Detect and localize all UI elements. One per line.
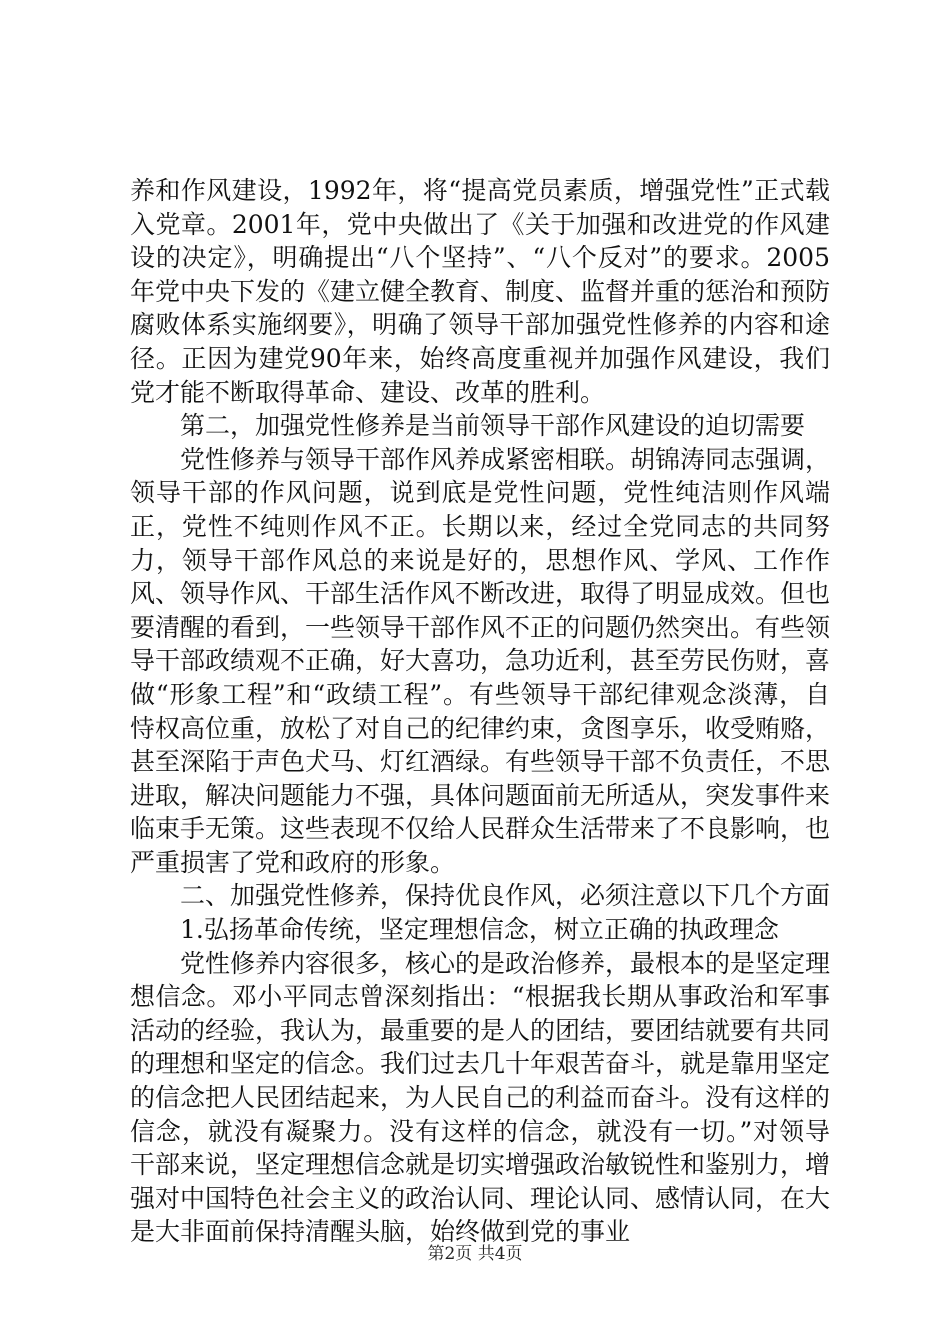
paragraph-continuation: 养和作风建设，1992年，将“提高党员素质，增强党性”正式载入党章。2001年，党中央做出了《关于加强和改进党的作风建设的决定》，明确提出“八个坚持”、“八个反对”的要求。2005年党中央下发的《建立健全教育、制度、监督并重的惩治和预防腐败体系实施纲要》，明确了领导干部加强党性修养的内容和途径。正因为建党90年来，始终高度重视并加强作风建设，我们党才能不断取得革命、建设、改革的胜利。 bbox=[130, 176, 831, 407]
paragraph-party-spirit-and-work-style: 党性修养与领导干部作风养成紧密相联。胡锦涛同志强调，领导干部的作风问题，说到底是党性问题，党性纯洁则作风端正，党性不纯则作风不正。长期以来，经过全党同志的共同努力，领导干部作风总的来说是好的，思想作风、学风、工作作风、领导作风、干部生活作风不断改进，取得了明显成效。但也要清醒的看到，一些领导干部作风不正的问题仍然突出。有些领导干部政绩观不正确，好大喜功，急功近利，甚至劳民伤财，喜做“形象工程”和“政绩工程”。有些领导干部纪律观念淡薄，自恃权高位重，放松了对自己的纪律约束，贪图享乐，收受贿赂，甚至深陷于声色犬马、灯红酒绿。有些领导干部不负责任，不思进取，解决问题能力不强，具体问题面前无所适从，突发事件来临束手无策。这些表现不仅给人民群众生活带来了不良影响，也严重损害了党和政府的形象。 bbox=[130, 444, 831, 877]
subsection-heading-1: 1.弘扬革命传统，坚定理想信念，树立正确的执政理念 bbox=[180, 915, 779, 945]
section-heading-part-two: 二、加强党性修养，保持优良作风，必须注意以下几个方面 bbox=[180, 881, 831, 911]
section-heading-second-point: 第二，加强党性修养是当前领导干部作风建设的迫切需要 bbox=[180, 411, 806, 441]
page-number-footer: 第2页 共4页 bbox=[427, 1244, 523, 1264]
paragraph-ideals-and-beliefs: 党性修养内容很多，核心的是政治修养，最根本的是坚定理想信念。邓小平同志曾深刻指出：“根据我长期从事政治和军事活动的经验，我认为，最重要的是人的团结，要团结就要有共同的理想和坚定的信念。我们过去几十年艰苦奋斗，就是靠用坚定的信念把人民团结起来，为人民自己的利益而奋斗。没有这样的信念，就没有凝聚力。没有这样的信念，就没有一切。”对领导干部来说，坚定理想信念就是切实增强政治敏锐性和鉴别力，增强对中国特色社会主义的政治认同、理论认同、感情认同，在大是大非面前保持清醒头脑，始终做到党的事业 bbox=[130, 948, 831, 1247]
document-body bbox=[130, 174, 830, 1249]
